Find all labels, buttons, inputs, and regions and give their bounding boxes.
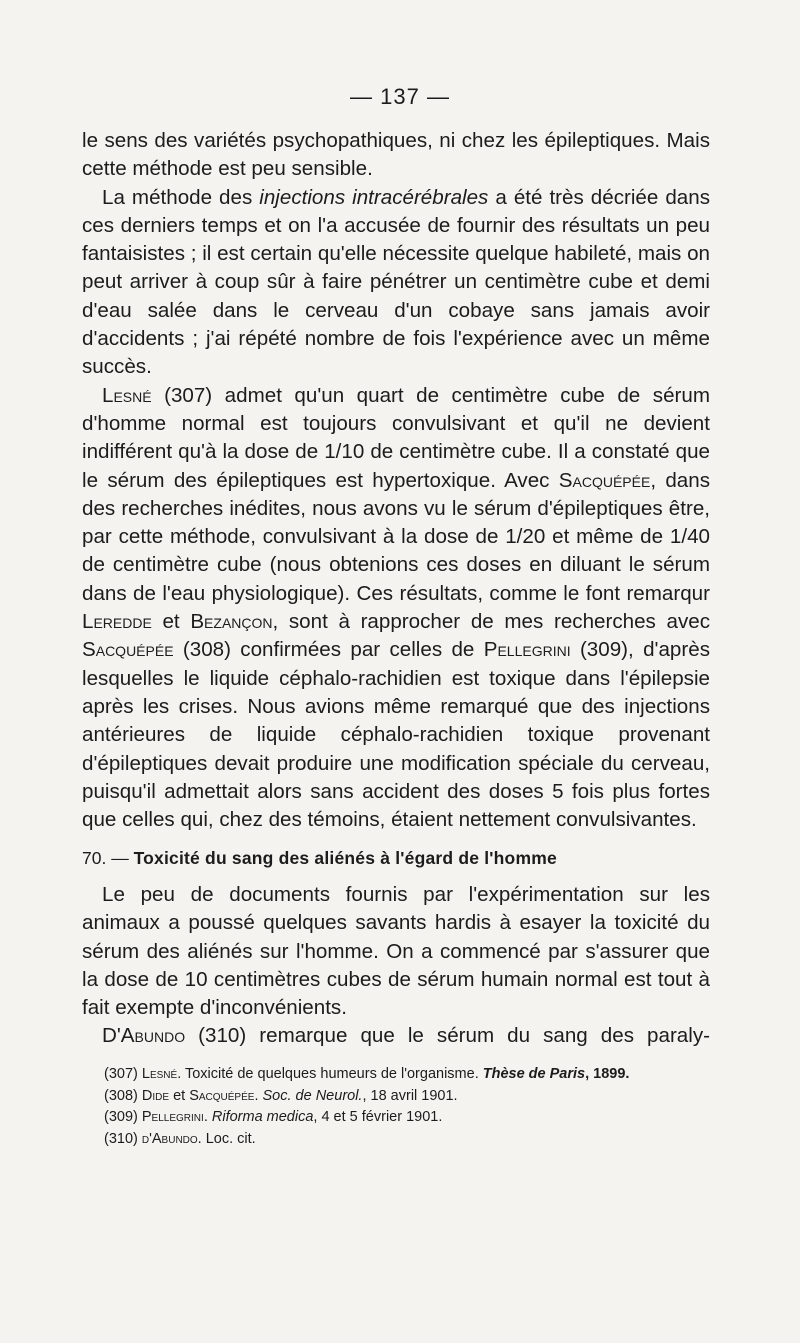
paragraph-intracerebral-injections: La méthode des injections intracérébrales a été très décriée dans ces derniers temps et on l'a accusée de fournir des résultats un peu fantaisistes ; il est certain qu'elle nécessite quelque habileté, mais on peut arriver à coup sûr à faire pénétrer un centimètre cube et demi d'eau salée dans le cerveau d'un cobaye sans jamais avoir d'accidents ; j'ai répété nombre de fois l'expérience avec un même succès. (82, 185, 710, 379)
section-number: 70. — (82, 848, 134, 868)
author-name: Sacquépée (558, 468, 651, 492)
footnotes (104, 1064, 714, 1150)
page-number: — 137 — (350, 84, 450, 109)
footnote-308: (308) Dide et Sacquépée. Soc. de Neurol., 18 avril 1901. (104, 1087, 458, 1104)
author-name: Lesné (102, 383, 152, 407)
section-text-block (82, 881, 710, 1051)
author-name: D'Abundo (102, 1024, 186, 1048)
section-title: Toxicité du sang des aliénés à l'égard de l'homme (133, 848, 557, 868)
author-name: Sacquépée (82, 638, 174, 662)
emphasis-injections: injections intracérébrales (259, 185, 489, 209)
paragraph-lesne: Lesné (307) admet qu'un quart de centimètre cube de sérum d'homme normal est toujours convulsivant et qu'il ne devient indifférent qu'à la dose de 1/10 de centimètre cube. Il a constaté que le sérum des épileptiques est hypertoxique. Avec Sacquépée, dans des recherches inédites, nous avons vu le sérum d'épileptiques être, par cette méthode, convulsivant à la dose de 1/20 et même de 1/40 de centimètre cube (nous obtenions ces doses en diluant le sérum dans de l'eau physiologique). Ces résultats, comme le font remarqur Leredde et Bezançon, sont à rapprocher de mes recherches avec Sacquépée (308) confirmées par celles de Pellegrini (309), d'après lesquelles le liquide céphalo-rachidien est toxique dans l'épilepsie après les crises. Nous avions même remarqué que des injections antérieures de liquide céphalo-rachidien toxique provenant d'épileptiques devait produire une modification spéciale du cerveau, puisqu'il admettait alors sans accident des doses 5 fois plus fortes que celles qui, chez des témoins, étaient nettement convulsivantes. (82, 383, 710, 832)
paragraph-continued: le sens des variétés psychopathiques, ni chez les épileptiques. Mais cette méthode est peu sensible. (82, 129, 710, 181)
paragraph-dabundo: D'Abundo (310) remarque que le sérum du sang des paraly- (102, 1024, 710, 1048)
footnote-309: (309) Pellegrini. Riforma medica, 4 et 5 février 1901. (104, 1109, 443, 1125)
section-heading (82, 848, 710, 869)
footnote-310: (310) d'Abundo. Loc. cit. (104, 1130, 256, 1147)
author-name: Pellegrini (483, 638, 571, 662)
paragraph-human-experiments: Le peu de documents fournis par l'expérimentation sur les animaux a poussé quelques savants hardis à esayer la toxicité du sérum des aliénés sur l'homme. On a commencé par s'assurer que la dose de 10 centimètres cubes de sérum humain normal est tout à fait exempte d'inconvénients. (82, 883, 710, 1020)
author-name: Leredde (82, 610, 152, 634)
author-name: Bezançon (190, 610, 273, 634)
footnote-307: (307) Lesné. Toxicité de quelques humeurs de l'organisme. Thèse de Paris, 1899. (104, 1066, 630, 1082)
main-text-block (82, 127, 710, 834)
